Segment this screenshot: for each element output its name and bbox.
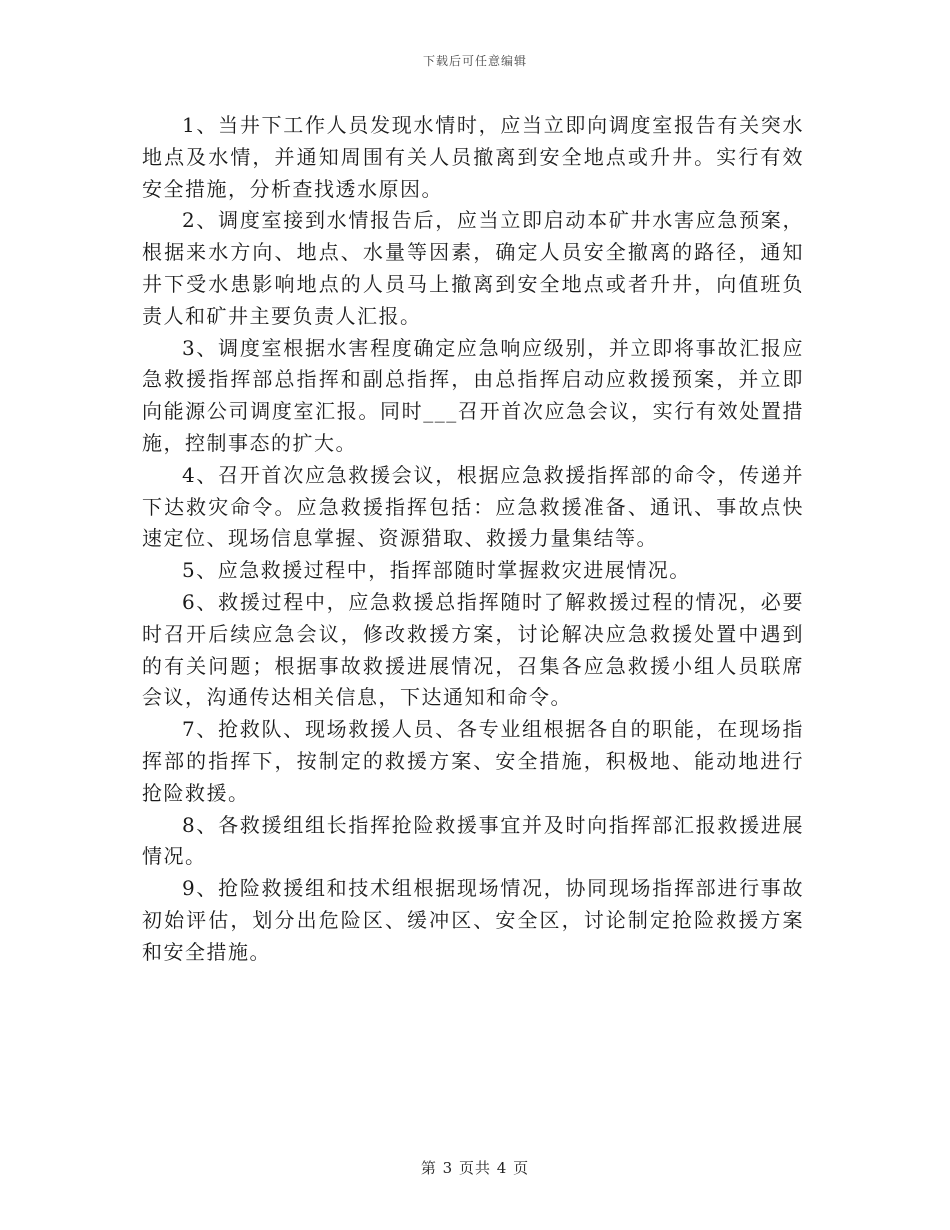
paragraph-9: 9、抢险救援组和技术组根据现场情况，协同现场指挥部进行事故初始评估，划分出危险区、缓冲区、安全区，讨论制定抢险救援方案和安全措施。 [142, 876, 804, 964]
paragraph-7: 7、抢救队、现场救援人员、各专业组根据各自的职能，在现场指挥部的指挥下，按制定的救援方案、安全措施，积极地、能动地进行抢险救援。 [142, 717, 804, 805]
paragraph-1: 1、当井下工作人员发现水情时，应当立即向调度室报告有关突水地点及水情，并通知周围有关人员撤离到安全地点或升井。实行有效安全措施，分析查找透水原因。 [142, 113, 804, 201]
paragraph-3: 3、调度室根据水害程度确定应急响应级别，并立即将事故汇报应急救援指挥部总指挥和副总指挥，由总指挥启动应救援预案，并立即向能源公司调度室汇报。同时___召开首次应急会议，实行有效处置措施，控制事态的扩大。 [142, 335, 804, 455]
header-note: 下载后可任意编辑 [422, 54, 527, 68]
page-number: 第 3 页共 4 页 [420, 1159, 530, 1177]
document-body [142, 110, 804, 969]
paragraph-8: 8、各救援组组长指挥抢险救援事宜并及时向指挥部汇报救援进展情况。 [142, 812, 804, 869]
paragraph-2: 2、调度室接到水情报告后，应当立即启动本矿井水害应急预案，根据来水方向、地点、水量等因素，确定人员安全撤离的路径，通知井下受水患影响地点的人员马上撤离到安全地点或者升井，向值班负责人和矿井主要负责人汇报。 [142, 208, 804, 328]
paragraph-5: 5、应急救援过程中，指挥部随时掌握救灾进展情况。 [182, 558, 691, 583]
paragraph-4: 4、召开首次应急救援会议，根据应急救援指挥部的命令，传递并下达救灾命令。应急救援指挥包括：应急救援准备、通讯、事故点快速定位、现场信息掌握、资源猎取、救援力量集结等。 [142, 462, 804, 551]
paragraph-6: 6、救援过程中，应急救援总指挥随时了解救援过程的情况，必要时召开后续应急会议，修改救援方案，讨论解决应急救援处置中遇到的有关问题；根据事故救援进展情况，召集各应急救援小组人员联席会议，沟通传达相关信息，下达通知和命令。 [142, 589, 804, 710]
